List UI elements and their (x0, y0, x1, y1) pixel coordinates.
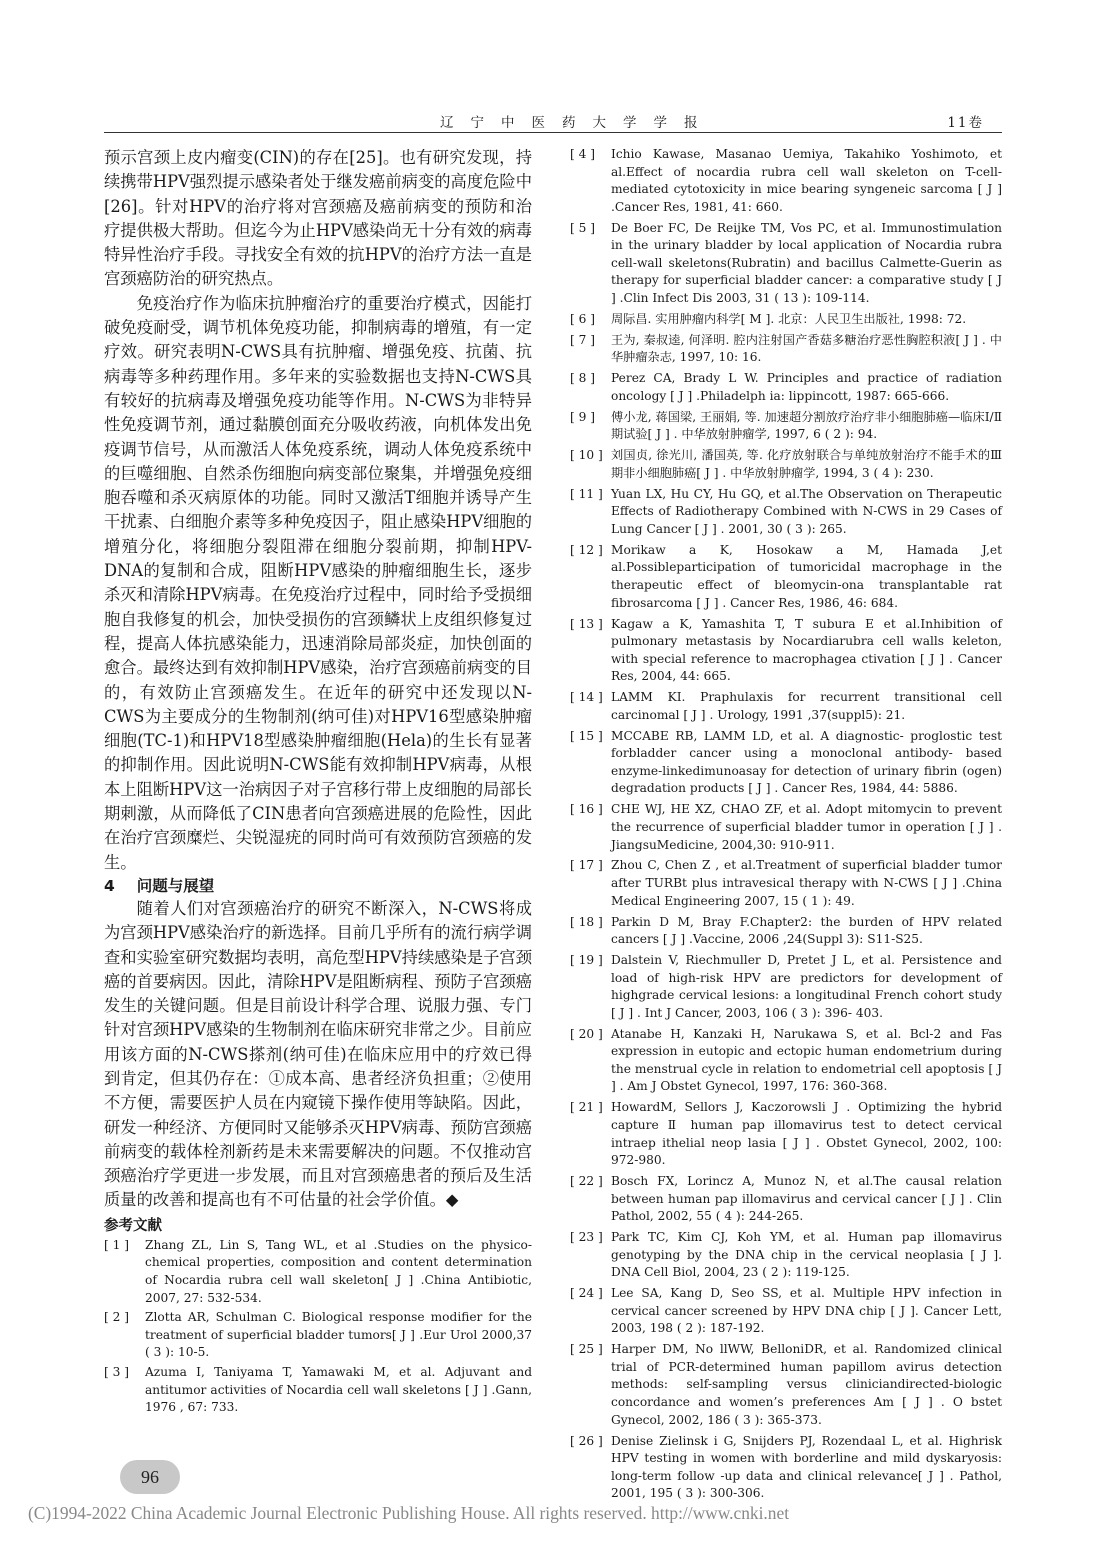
reference-text: Zhou C, Chen Z , et al.Treatment of superficial bladder tumor after TURBt plus intravesical therapy with N-CWS [ J ] .China Medical Engineering 2007, 15 ( 1 ): 49. (611, 858, 1002, 908)
reference-number: [ 22 ] (570, 1174, 603, 1188)
reference-number: [ 11 ] (570, 486, 603, 501)
reference-text: 傅小龙, 蒋国梁, 王丽娟, 等. 加速超分割放疗治疗非小细胞肺癌—临床Ⅰ/Ⅱ期试验[ J ] . 中华放射肿瘤学, 1997, 6 ( 2 ): 94. (611, 409, 1002, 442)
reference-text: Kagaw a K, Yamashita T, T subura E et al.Inhibition of pulmonary metastasis by Nocardiarubra cell walls keleton, with special reference to macrophagea ctivation [ J ] . Cancer Res, 2004, 44: 665. (611, 616, 1002, 684)
reference-number: [ 21 ] (570, 1100, 603, 1115)
right-column (570, 146, 1002, 1506)
reference-text: Harper DM, No llWW, BelloniDR, et al. Randomized clinical trial of PCR-determined human papillom avirus detection methods: self-sampling versus cliniciandirected-biologic concordance and women’s preferences Am [ J ] . O bstet Gynecol, 2002, 186 ( 3 ): 365-373. (611, 1342, 1002, 1427)
reference-text: Lee SA, Kang D, Seo SS, et al. Multiple HPV infection in cervical cancer screened by HPV DNA chip [ J ]. Cancer Lett, 2003, 198 ( 2 ): 187-192. (611, 1286, 1002, 1336)
reference-item (570, 1173, 1002, 1226)
reference-number: [ 16 ] (570, 802, 603, 817)
reference-number: [ 9 ] (570, 409, 596, 424)
reference-text: 王为, 秦叔逵, 何泽明. 腔内注射国产香菇多糖治疗恶性胸腔积液[ J ] . 中华肿瘤杂志, 1997, 10: 16. (611, 332, 1002, 365)
reference-item (570, 486, 1002, 539)
references-heading: 参考文献 (104, 1217, 162, 1234)
reference-text: Ichio Kawase, Masanao Uemiya, Takahiko Yoshimoto, et al.Effect of nocardia rubra cell wall skeleton on T-cell-mediated cytotoxicity in mice bearing syngeneic sarcoma [ J ] .Cancer Res, 1981, 41: 660. (611, 147, 1002, 214)
reference-item (570, 332, 1002, 367)
reference-item (104, 1309, 532, 1362)
reference-text: Denise Zielinsk i G, Snijders PJ, Rozendaal L, et al. Highrisk HPV testing in women with borderline and mild dyskaryosis: long-term follow -up data and clinical relevance[ J ] . Pathol, 2001, 195 ( 3 ): 300-306. (611, 1433, 1002, 1501)
reference-text: Dalstein V, Riechmuller D, Pretet J L, et al. Persistence and load of high-risk HPV are predictors for development of highgrade cervical lesions: a longitudinal French cohort study [ J ] . Int J Cancer, 2003, 106 ( 3 ): 396- 403. (611, 952, 1002, 1020)
copyright-footer: (C)1994-2022 China Academic Journal Electronic Publishing House. All rights reserved. http://www.cnki.net (28, 1503, 790, 1523)
body-paragraph-1: 预示宫颈上皮内瘤变(CIN)的存在[25]。也有研究发现，持续携带HPV强烈提示感染者处于继发癌前病变的高度危险中[26]。针对HPV的治疗将对宫颈癌及癌前病变的预防和治疗提供极大帮助。但迄今为止HPV感染尚无十分有效的病毒特异性治疗手段。寻找安全有效的抗HPV的治疗方法一直是宫颈癌防治的研究热点。 (104, 148, 532, 289)
reference-item (570, 857, 1002, 910)
reference-item (570, 1285, 1002, 1338)
reference-text: HowardM, Sellors J, Kaczorowsli J . Optimizing the hybrid capture Ⅱ human pap illomavirus test to detect cervical intraep ithelial neop lasia [ J ] . Obstet Gynecol, 2002, 100: 972-980. (611, 1100, 1002, 1168)
reference-item (570, 311, 1002, 329)
section-heading (104, 875, 532, 897)
body-paragraph-3: 随着人们对宫颈癌治疗的研究不断深入，N-CWS将成为宫颈HPV感染治疗的新选择。目前几乎所有的流行病学调查和实验室研究数据均表明，高危型HPV持续感染是子宫颈癌的首要病因。因此，清除HPV是阻断病程、预防子宫颈癌发生的关键问题。但是目前设计科学合理、说服力强、专门针对宫颈HPV感染的生物制剂在临床研究非常之少。目前应用该方面的N-CWS搽剂(纳可佳)在临床应用中的疗效已得到肯定，但其仍存在：①成本高、患者经济负担重；②使用不方便，需要医护人员在内窥镜下操作使用等缺陷。因此，研发一种经济、方便同时又能够杀灭HPV病毒、预防宫颈癌前病变的载体栓剂新药是未来需要解决的问题。不仅推动宫颈癌治疗学更进一步发展，而且对宫颈癌患者的预后及生活质量的改善和提高也有不可估量的社会学价值。◆ (104, 898, 532, 1210)
reference-number: [ 18 ] (570, 914, 603, 929)
reference-item (104, 1237, 532, 1307)
reference-item (570, 801, 1002, 854)
reference-item (570, 952, 1002, 1022)
reference-list-right (570, 146, 1002, 1503)
volume-label: 11卷 (947, 115, 984, 131)
reference-text: Zhang ZL, Lin S, Tang WL, et al .Studies on the physico-chemical properties, composition and content determination of Nocardia rubra cell wall skeleton[ J ] .China Antibiotic, 2007, 27: 532-534. (145, 1237, 532, 1305)
reference-list-left (104, 1237, 532, 1417)
reference-text: MCCABE RB, LAMM LD, et al. A diagnostic- proglostic test forbladder cancer using a monoclonal antibody- based enzyme-linkedimunoasay for detection of urinary fibrin (ogen) degradation products [ J ] . Cancer Res, 1984, 44: 5886. (611, 728, 1002, 796)
section-number: 4 (104, 876, 115, 895)
reference-item (104, 1364, 532, 1417)
reference-item (570, 409, 1002, 444)
reference-number: [ 13 ] (570, 616, 603, 631)
reference-number: [ 1 ] (104, 1237, 130, 1252)
reference-number: [ 25 ] (570, 1342, 603, 1357)
reference-number: [ 8 ] (570, 371, 596, 386)
reference-text: De Boer FC, De Reijke TM, Vos PC, et al. Immunostimulation in the urinary bladder by local application of Nocardia rubra cell-wall skeletons(Rubratin) and bacillus Calmette-Guerin as therapy for superficial bladder cancer: a comparative study [ J ] .Clin Infect Dis 2003, 31 ( 13 ): 109-114. (611, 220, 1002, 306)
reference-text: Azuma I, Taniyama T, Yamawaki M, et al. Adjuvant and antitumor activities of Nocardia cell wall skeletons [ J ] .Gann, 1976 , 67: 733. (145, 1364, 532, 1415)
reference-number: [ 6 ] (570, 311, 596, 326)
reference-number: [ 4 ] (570, 147, 596, 161)
reference-item (570, 1099, 1002, 1169)
reference-item (570, 689, 1002, 724)
reference-item (570, 370, 1002, 405)
reference-text: Perez CA, Brady L W. Principles and practice of radiation oncology [ J ] .Philadelph ia: lippincott, 1987: 665-666. (611, 371, 1002, 403)
reference-number: [ 3 ] (104, 1364, 130, 1379)
reference-text: Yuan LX, Hu CY, Hu GQ, et al.The Observation on Therapeutic Effects of Radiotherapy Combined with N-CWS in 29 Cases of Lung Cancer [ J ] . 2001, 30 ( 3 ): 265. (611, 486, 1002, 536)
reference-item (570, 728, 1002, 798)
reference-text: Morikaw a K, Hosokaw a M, Hamada J,et al.Possibleparticipation of tumoricidal macrophage in the therapeutic effect of bleomycin-ona transplantable rat fibrosarcoma [ J ] . Cancer Res, 1986, 46: 684. (611, 542, 1002, 610)
reference-text: Park TC, Kim CJ, Koh YM, et al. Human pap illomavirus genotyping by the DNA chip in the cervical neoplasia [ J ]. DNA Cell Biol, 2004, 23 ( 2 ): 119-125. (611, 1230, 1002, 1280)
reference-number: [ 17 ] (570, 858, 603, 873)
reference-text: Bosch FX, Lorincz A, Munoz N, et al.The causal relation between human pap illomavirus and cervical cancer [ J ] . Clin Pathol, 2002, 55 ( 4 ): 244-265. (611, 1174, 1002, 1224)
reference-number: [ 24 ] (570, 1286, 603, 1301)
reference-item (570, 1341, 1002, 1429)
reference-number: [ 20 ] (570, 1026, 603, 1041)
reference-text: Zlotta AR, Schulman C. Biological response modifier for the treatment of superficial bladder tumors[ J ] .Eur Urol 2000,37 ( 3 ): 10-5. (145, 1310, 532, 1360)
reference-text: 周际昌. 实用肿瘤内科学[ M ]. 北京：人民卫生出版社, 1998: 72. (611, 311, 967, 326)
reference-number: [ 5 ] (570, 220, 596, 235)
reference-text: LAMM KI. Praphulaxis for recurrent transitional cell carcinomal [ J ] . Urology, 1991 ,37(suppl5): 21. (611, 690, 1002, 722)
reference-number: [ 23 ] (570, 1230, 603, 1245)
reference-item (570, 542, 1002, 612)
reference-number: [ 2 ] (104, 1310, 130, 1325)
reference-item (570, 1229, 1002, 1282)
left-column (104, 146, 532, 1419)
header-rule (104, 132, 1002, 133)
reference-number: [ 26 ] (570, 1433, 603, 1448)
reference-text: 刘国贞, 徐光川, 潘国英, 等. 化疗放射联合与单纯放射治疗不能手术的Ⅲ期非小细胞肺癌[ J ] . 中华放射肿瘤学, 1994, 3 ( 4 ): 230. (611, 448, 1002, 480)
reference-text: CHE WJ, HE XZ, CHAO ZF, et al. Adopt mitomycin to prevent the recurrence of superficial bladder tumor in operation [ J ] . JiangsuMedicine, 2004,30: 910-911. (611, 802, 1002, 852)
reference-text: Atanabe H, Kanzaki H, Narukawa S, et al. Bcl-2 and Fas expression in eutopic and ectopic human endometrium during the menstrual cycle in relation to endometrial cell apoptosis [ J ] . Am J Obstet Gynecol, 1997, 176: 360-368. (611, 1026, 1002, 1094)
reference-text: Parkin D M, Bray F.Chapter2: the burden of HPV related cancers [ J ] .Vaccine, 2006 ,24(Suppl 3): S11-S25. (611, 914, 1002, 947)
reference-item (570, 1433, 1002, 1503)
reference-item (570, 146, 1002, 216)
reference-item (570, 616, 1002, 686)
section-title: 问题与展望 (136, 876, 215, 895)
reference-number: [ 19 ] (570, 952, 603, 967)
page-number: 96 (120, 1460, 180, 1494)
journal-title: 辽宁中医药大学学报 (440, 115, 715, 131)
reference-number: [ 15 ] (570, 728, 603, 743)
reference-number: [ 10 ] (570, 448, 603, 463)
reference-number: [ 12 ] (570, 542, 603, 557)
running-header (104, 111, 1000, 131)
reference-number: [ 7 ] (570, 332, 596, 347)
body-paragraph-2: 免疫治疗作为临床抗肿瘤治疗的重要治疗模式，因能打破免疫耐受，调节机体免疫功能，抑制病毒的增殖，有一定疗效。研究表明N-CWS具有抗肿瘤、增强免疫、抗菌、抗病毒等多种药理作用。多年来的实验数据也支持N-CWS具有较好的抗病毒及增强免疫功能等作用。N-CWS为非特异性免疫调节剂，通过黏膜创面充分吸收药液，向机体发出免疫调节信号，从而激活人体免疫系统，调动人体免疫系统中的巨噬细胞、自然杀伤细胞向病变部位聚集，并增强免疫细胞吞噬和杀灭病原体的功能。同时又激活T细胞并诱导产生干扰素、白细胞介素等多种免疫因子，阻止感染HPV细胞的增殖分化，将细胞分裂阻滞在细胞分裂前期，抑制HPV-DNA的复制和合成，阻断HPV感染的肿瘤细胞生长，逐步杀灭和清除HPV病毒。在免疫治疗过程中，同时给予受损细胞自我修复的机会，加快受损伤的宫颈鳞状上皮组织修复过程，提高人体抗感染能力，迅速消除局部炎症，加快创面的愈合。最终达到有效抑制HPV感染，治疗宫颈癌前病变的目的，有效防止宫颈癌发生。在近年的研究中还发现以N-CWS为主要成分的生物制剂(纳可佳)对HPV16型感染肿瘤细胞(TC-1)和HPV18型感染肿瘤细胞(Hela)的生长有显著的抑制作用。因此说明N-CWS能有效抑制HPV病毒，从根本上阻断HPV这一治病因子对子宫移行带上皮细胞的局部长期刺激，从而降低了CIN患者向宫颈癌进展的危险性，因此在治疗宫颈糜烂、尖锐湿疣的同时尚可有效预防宫颈癌的发生。 (104, 293, 532, 872)
reference-item (570, 447, 1002, 482)
reference-item (570, 220, 1002, 308)
reference-number: [ 14 ] (570, 690, 603, 705)
reference-item (570, 1026, 1002, 1096)
reference-item (570, 914, 1002, 949)
